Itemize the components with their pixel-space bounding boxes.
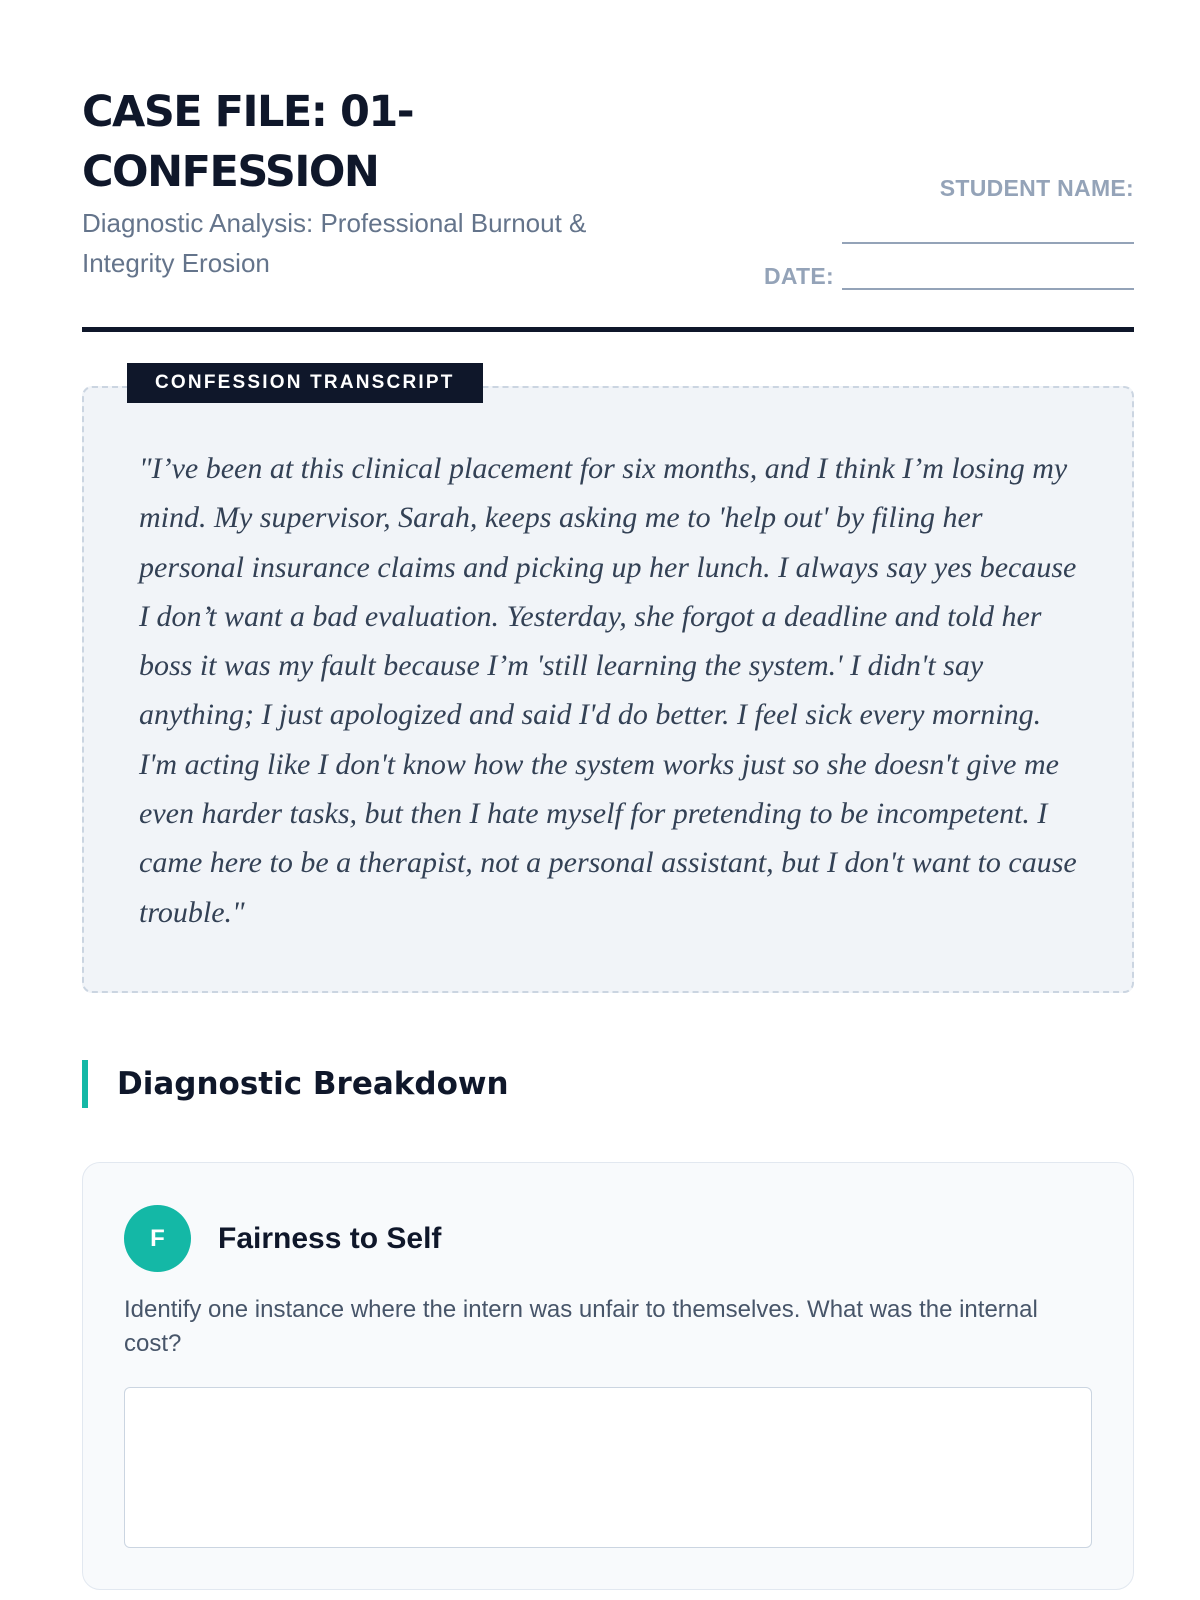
date-label: DATE:: [763, 263, 834, 289]
transcript-text: "I’ve been at this clinical placement for six months, and I think I’m losing my mind. My supervisor, Sarah, keeps asking me to 'help out' by filing her personal insurance claims and picking up her lunch. I always say yes because I don’t want a bad evaluation. Yesterday, she forgot a deadline and told her boss it was my fault because I’m 'still learning the system.' I didn't say anything; I just apologized and said I'd do better. I feel sick every morning. I'm acting like I don't know how the system works just so she doesn't give me even harder tasks, but then I hate myself for pretending to be incompetent. I came here to be a therapist, not a personal assistant, but I don't want to cause trouble.": [139, 452, 1077, 929]
student-name-field[interactable]: [842, 220, 1134, 244]
student-meta: [764, 172, 1134, 290]
page-title: CASE FILE: 01-CONFESSION: [82, 87, 414, 197]
transcript-label: CONFESSION TRANSCRIPT: [127, 363, 483, 403]
date-row: [764, 244, 1134, 290]
card-title: Fairness to Self: [218, 1222, 442, 1255]
student-name-label: STUDENT NAME:: [939, 175, 1134, 201]
worksheet-page: [82, 0, 1134, 1357]
section-heading: Diagnostic Breakdown: [82, 1060, 509, 1108]
card-prompt: Identify one instance where the intern was unfair to themselves. What was the internal cost?: [124, 1296, 1038, 1357]
question-card: [82, 1162, 1134, 1590]
header: [82, 0, 1134, 332]
answer-textarea[interactable]: [124, 1387, 1092, 1548]
page-subtitle: Diagnostic Analysis: Professional Burnout & Integrity Erosion: [82, 208, 587, 278]
confession-transcript-box: [82, 372, 1134, 993]
date-field[interactable]: [842, 266, 1134, 290]
card-badge: F: [124, 1205, 191, 1272]
student-name-row-line: [764, 202, 1134, 244]
student-name-row: [764, 172, 1134, 202]
